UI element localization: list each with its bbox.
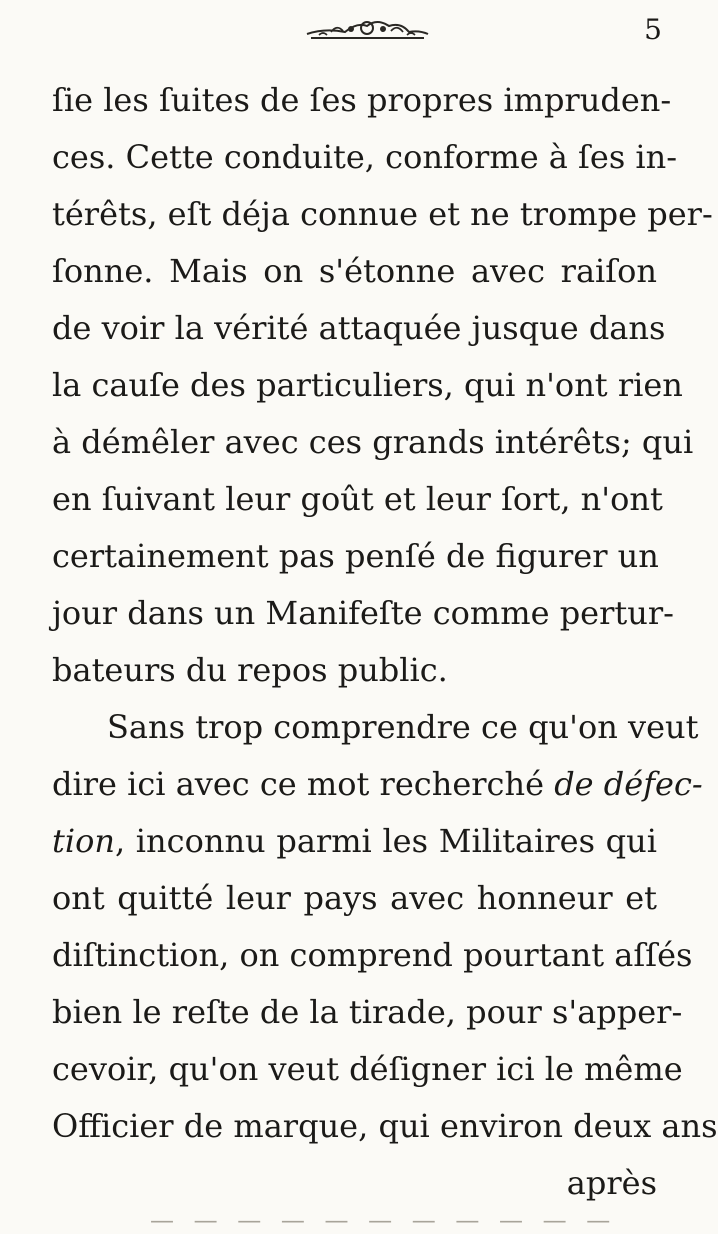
text-line: Officier de marque, qui environ deux ans	[52, 1107, 718, 1145]
text-line: Sans trop comprendre ce qu'on veut	[107, 708, 699, 746]
text-line: jour dans un Manifeſte comme pertur-	[52, 594, 674, 632]
body-text	[52, 72, 718, 1212]
page-number: 5	[644, 13, 662, 46]
italic-term: tion	[52, 822, 115, 860]
headpiece-ornament	[305, 14, 430, 42]
text-run: , inconnu parmi les Militaires qui	[114, 822, 657, 860]
text-line: en ſuivant leur goût et leur ſort, n'ont	[52, 480, 663, 518]
italic-term: de défec-	[554, 765, 703, 803]
text-line: ſie les ſuites de ſes propres impruden-	[52, 81, 672, 119]
cropped-next-line: — — — — — — — — — — —	[150, 1206, 617, 1234]
text-line: ſonne. Mais on s'étonne avec raiſon	[52, 252, 657, 290]
text-line: ces. Cette conduite, conforme à ſes in-	[52, 138, 678, 176]
text-line: certainement pas penſé de figurer un	[52, 537, 659, 575]
text-run: dire ici avec ce mot recherché	[52, 765, 555, 803]
text-line	[52, 756, 703, 813]
text-line: la cauſe des particuliers, qui n'ont rien	[52, 366, 683, 404]
text-line: bien le reſte de la tirade, pour s'apper-	[52, 993, 683, 1031]
text-line	[52, 813, 657, 870]
text-line: ont quitté leur pays avec honneur et	[52, 879, 657, 917]
text-line: térêts, eſt déja connue et ne trompe per-	[52, 195, 713, 233]
text-line: cevoir, qu'on veut déſigner ici le même	[52, 1050, 683, 1088]
catchword: après	[566, 1164, 657, 1202]
text-line: de voir la vérité attaquée jusque dans	[52, 309, 666, 347]
text-line: à démêler avec ces grands intérêts; qui	[52, 423, 694, 461]
text-line: diſtinction, on comprend pourtant aſſés	[52, 936, 693, 974]
text-line: bateurs du repos public.	[52, 651, 448, 689]
